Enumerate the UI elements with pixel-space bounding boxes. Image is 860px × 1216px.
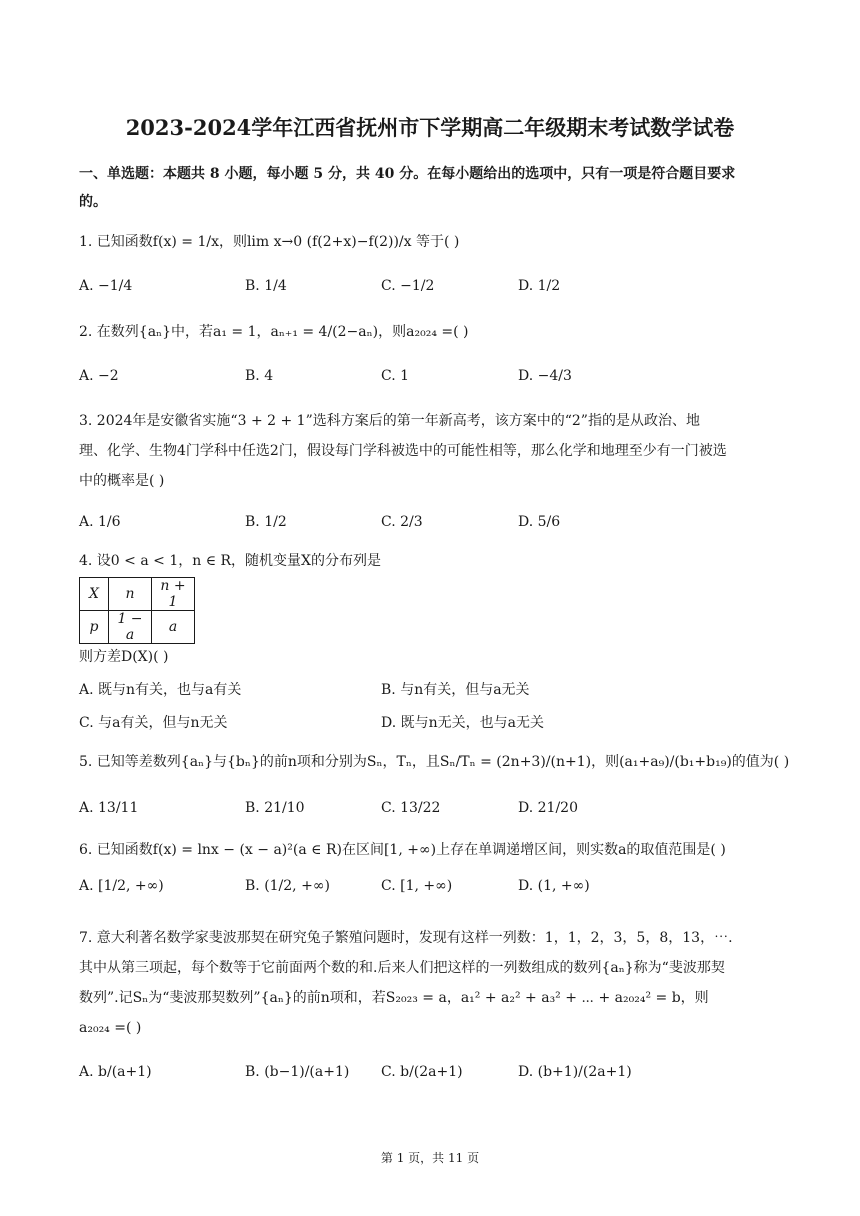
q3-option-b: B. 1/2 <box>245 514 287 530</box>
question-1-stem: 1. 已知函数f(x) = 1/x，则lim x→0 (f(2+x)−f(2))/x 等于( ) <box>79 234 460 250</box>
question-7-stem-line3: 数列”.记Sₙ为“斐波那契数列”{aₙ}的前n项和，若S₂₀₂₃ = a，a₁² + a₂² + a₃² + ⋯ + a₂₀₂₄² = b，则 <box>79 990 709 1006</box>
section-heading-line1: 一、单选题：本题共 8 小题，每小题 5 分，共 40 分。在每小题给出的选项中，只有一项是符合题目要求 <box>79 166 736 182</box>
q5-option-b: B. 21/10 <box>245 800 305 816</box>
q2-option-d: D. −4/3 <box>518 368 572 384</box>
q4-option-a: A. 既与n有关，也与a有关 <box>79 682 242 698</box>
question-3-stem-line1: 3. 2024年是安徽省实施“3 + 2 + 1”选科方案后的第一年新高考，该方案中的“2”指的是从政治、地 <box>79 413 700 429</box>
q5-option-c: C. 13/22 <box>381 800 441 816</box>
question-3-stem-line3: 中的概率是( ) <box>79 473 165 489</box>
q2-option-c: C. 1 <box>381 368 410 384</box>
q5-option-a: A. 13/11 <box>79 800 139 816</box>
table-cell: a <box>152 611 195 644</box>
q2-option-b: B. 4 <box>245 368 274 384</box>
q3-option-d: D. 5/6 <box>518 514 561 530</box>
table-cell: 1 − a <box>109 611 152 644</box>
page-footer: 第 1 页，共 11 页 <box>380 1151 480 1165</box>
q7-option-d: D. (b+1)/(2a+1) <box>518 1064 632 1080</box>
q7-option-a: A. b/(a+1) <box>79 1064 152 1080</box>
question-4-stem2: 则方差D(X)( ) <box>79 649 169 665</box>
q4-option-c: C. 与a有关，但与n无关 <box>79 715 228 731</box>
distribution-table <box>79 577 195 644</box>
question-7-stem-line2: 其中从第三项起，每个数等于它前面两个数的和.后来人们把这样的一列数组成的数列{aₙ}称为“斐波那契 <box>79 960 725 976</box>
q6-option-d: D. (1, +∞) <box>518 878 590 894</box>
table-cell: p <box>80 611 109 644</box>
q6-option-b: B. (1/2, +∞) <box>245 878 330 894</box>
table-cell: n + 1 <box>152 578 195 611</box>
q1-option-c: C. −1/2 <box>381 278 435 294</box>
q6-option-c: C. [1, +∞) <box>381 878 453 894</box>
question-7-stem-line1: 7. 意大利著名数学家斐波那契在研究兔子繁殖问题时，发现有这样一列数：1，1，2，3，5，8，13，⋯. <box>79 930 733 946</box>
table-cell: X <box>80 578 109 611</box>
q5-option-d: D. 21/20 <box>518 800 578 816</box>
q1-option-d: D. 1/2 <box>518 278 561 294</box>
question-7-stem-line4: a₂₀₂₄ =( ) <box>79 1020 142 1036</box>
q4-option-b: B. 与n有关，但与a无关 <box>381 682 530 698</box>
q2-option-a: A. −2 <box>79 368 119 384</box>
question-6-stem: 6. 已知函数f(x) = lnx − (x − a)²(a ∈ R)在区间[1, +∞)上存在单调递增区间，则实数a的取值范围是( ) <box>79 842 726 858</box>
table-cell: n <box>109 578 152 611</box>
q1-option-a: A. −1/4 <box>79 278 133 294</box>
section-heading-line2: 的。 <box>79 194 107 210</box>
question-2-stem: 2. 在数列{aₙ}中，若a₁ = 1，aₙ₊₁ = 4/(2−aₙ)，则a₂₀₂₄ =( ) <box>79 324 469 340</box>
question-4-stem: 4. 设0 < a < 1，n ∈ R，随机变量X的分布列是 <box>79 553 382 569</box>
q6-option-a: A. [1/2, +∞) <box>79 878 164 894</box>
q7-option-c: C. b/(2a+1) <box>381 1064 463 1080</box>
table-row <box>80 611 195 644</box>
q1-option-b: B. 1/4 <box>245 278 287 294</box>
q7-option-b: B. (b−1)/(a+1) <box>245 1064 350 1080</box>
question-5-stem: 5. 已知等差数列{aₙ}与{bₙ}的前n项和分别为Sₙ，Tₙ，且Sₙ/Tₙ = (2n+3)/(n+1)，则(a₁+a₉)/(b₁+b₁₉)的值为( ) <box>79 754 790 770</box>
question-3-stem-line2: 理、化学、生物4门学科中任选2门，假设每门学科被选中的可能性相等，那么化学和地理至少有一门被选 <box>79 443 727 459</box>
q4-option-d: D. 既与n无关，也与a无关 <box>381 715 544 731</box>
q3-option-c: C. 2/3 <box>381 514 423 530</box>
q3-option-a: A. 1/6 <box>79 514 121 530</box>
table-row <box>80 578 195 611</box>
page-title: 2023-2024学年江西省抚州市下学期高二年级期末考试数学试卷 <box>125 115 735 140</box>
